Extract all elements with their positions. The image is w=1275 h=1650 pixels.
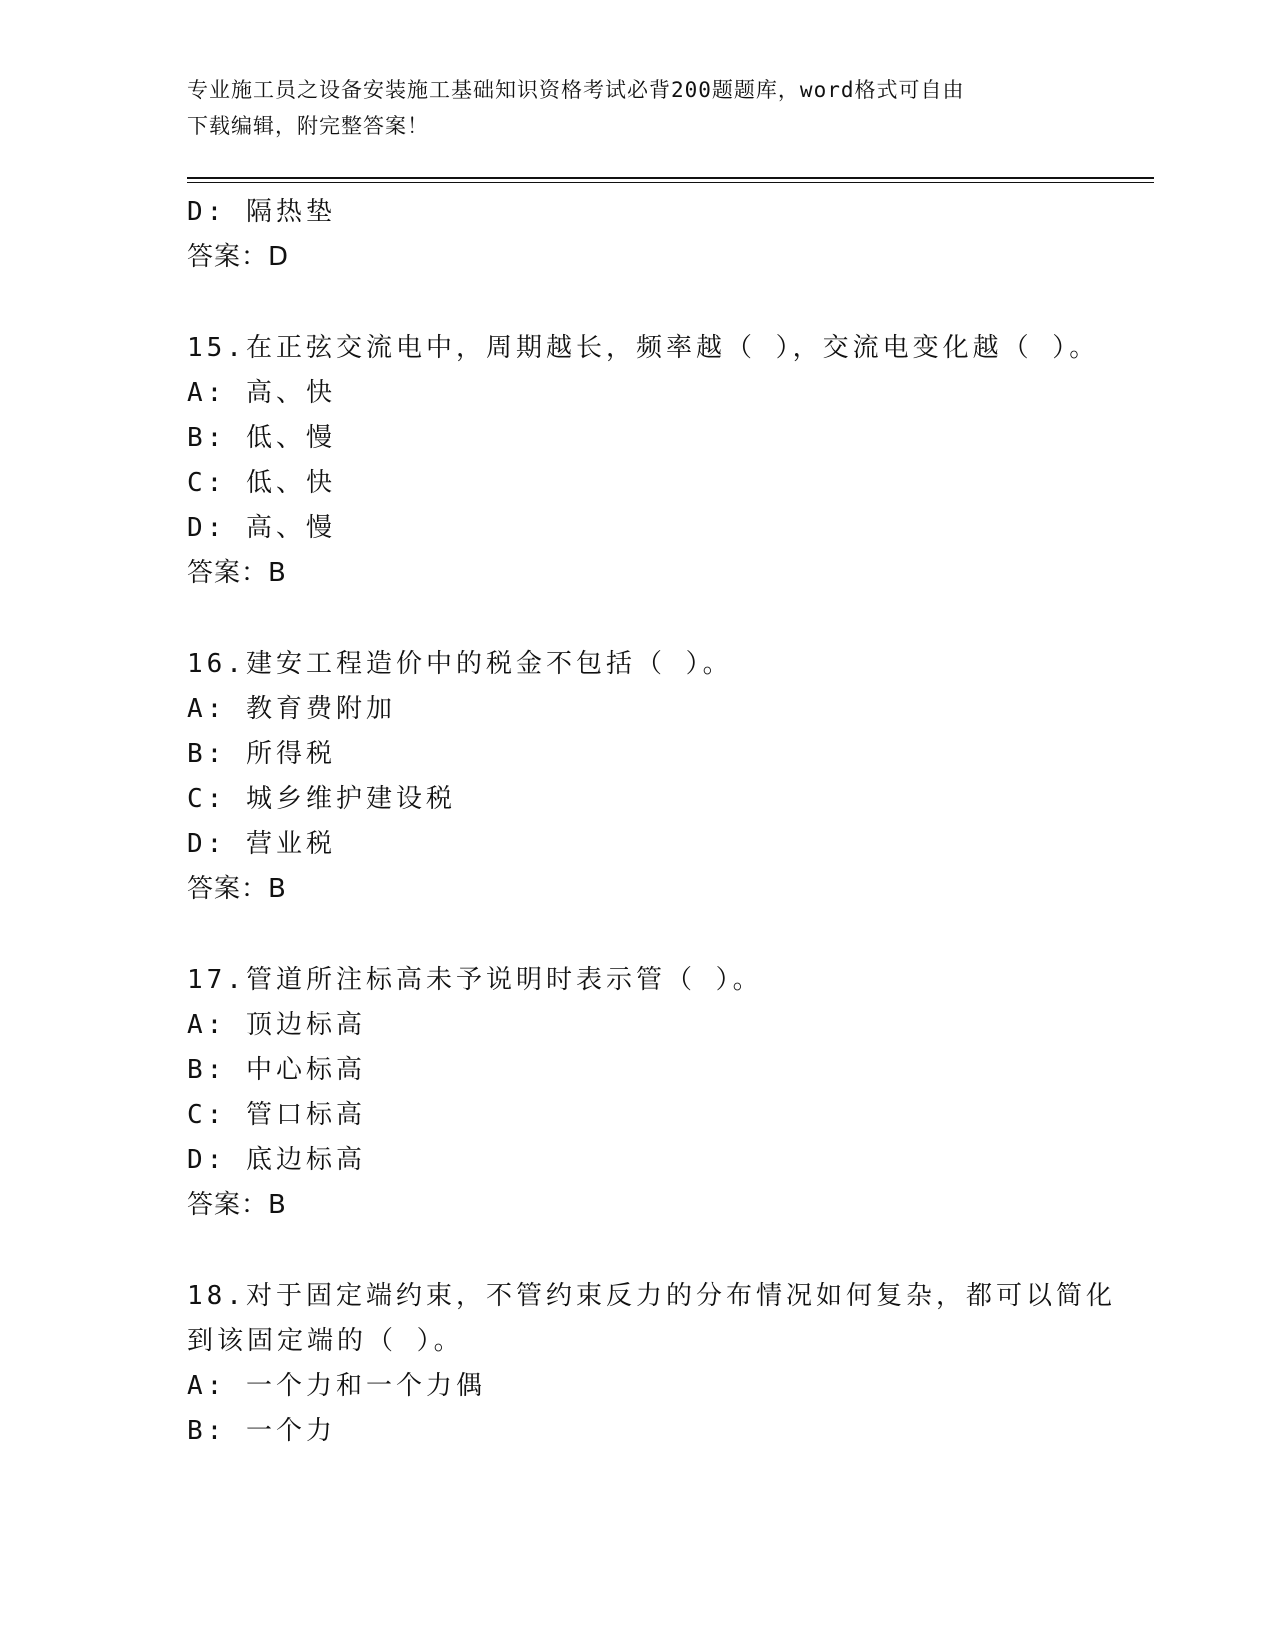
- q15-option-d: D: 高、慢: [187, 513, 336, 543]
- prev-option-d: D: 隔热垫: [187, 197, 336, 227]
- q17-text: 17.管道所注标高未予说明时表示管（ ）。: [187, 965, 763, 995]
- q17-option-c: C: 管口标高: [187, 1100, 366, 1130]
- question-content: [187, 190, 1116, 1454]
- q17-option-d: D: 底边标高: [187, 1145, 366, 1175]
- q16-option-d: D: 营业税: [187, 829, 336, 859]
- header-line-2: 下载编辑，附完整答案！: [187, 114, 429, 138]
- q17-option-b: B: 中心标高: [187, 1055, 366, 1085]
- q16-answer: 答案：B: [187, 874, 287, 904]
- q18-text-line-1: 18.对于固定端约束，不管约束反力的分布情况如何复杂，都可以简化: [187, 1281, 1116, 1311]
- q15-option-b: B: 低、慢: [187, 423, 336, 453]
- q15-option-a: A: 高、快: [187, 378, 336, 408]
- document-header: [187, 72, 1067, 144]
- q15-text: 15.在正弦交流电中，周期越长，频率越（ ），交流电变化越（ ）。: [187, 333, 1100, 363]
- q18-option-a: A: 一个力和一个力偶: [187, 1371, 486, 1401]
- q18-text-line-2: 到该固定端的（ ）。: [187, 1326, 464, 1356]
- q15-option-c: C: 低、快: [187, 468, 336, 498]
- q15-answer: 答案：B: [187, 558, 287, 588]
- header-line-1: 专业施工员之设备安装施工基础知识资格考试必背200题题库，word格式可自由: [187, 78, 965, 102]
- q16-text: 16.建安工程造价中的税金不包括（ ）。: [187, 649, 733, 679]
- q18-option-b: B: 一个力: [187, 1416, 336, 1446]
- q16-option-c: C: 城乡维护建设税: [187, 784, 456, 814]
- prev-answer: 答案：D: [187, 242, 290, 272]
- q17-option-a: A: 顶边标高: [187, 1010, 366, 1040]
- q17-answer: 答案：B: [187, 1190, 287, 1220]
- header-rule-thin: [187, 182, 1154, 183]
- q16-option-b: B: 所得税: [187, 739, 336, 769]
- header-rule-thick: [187, 177, 1154, 179]
- q16-option-a: A: 教育费附加: [187, 694, 396, 724]
